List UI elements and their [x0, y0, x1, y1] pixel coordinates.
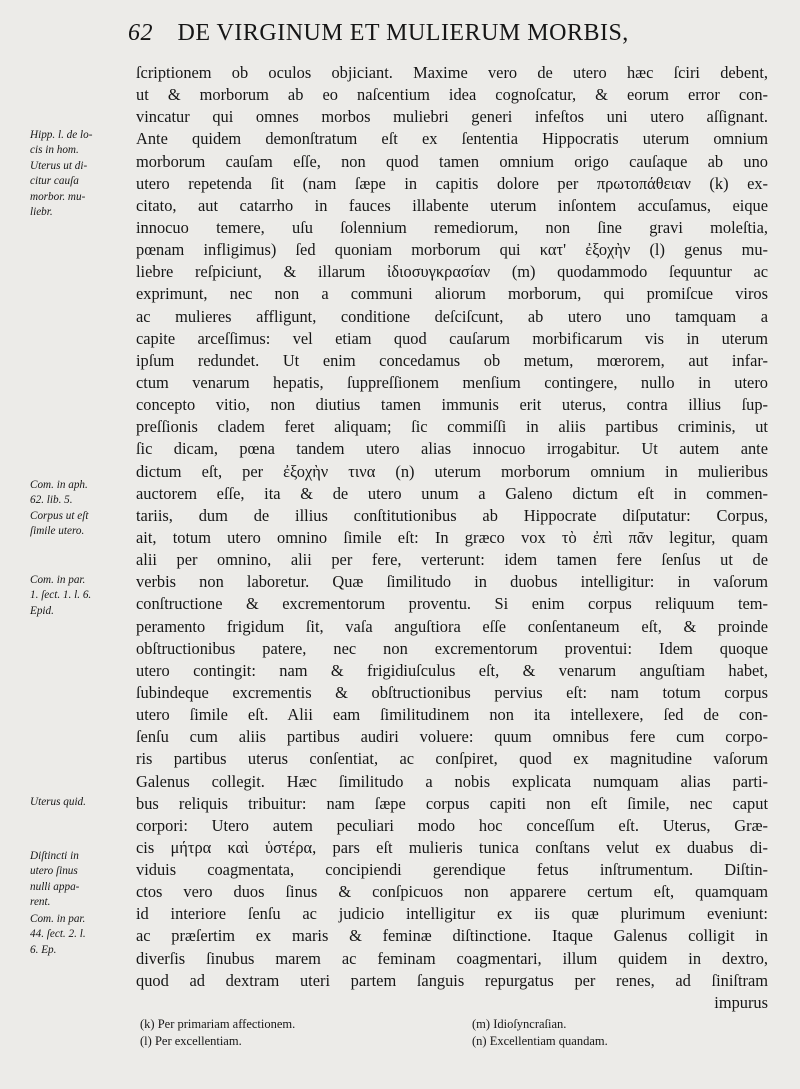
text-line: morborum cauſam eſſe, non quod tamen omnium origo cauſaque ab uno [136, 151, 768, 171]
margin-note-line: Uterus quid. [30, 796, 86, 808]
text-line: preſſionis cladem feret aliquam; ſic commiſſi in aliis partibus criminis, ut [136, 417, 768, 437]
text-line: ſubindeque excrementis & obſtructionibus pervius eſt: nam totum corpus [136, 682, 768, 702]
margin-note-line: liebr. [30, 206, 53, 219]
text-line: cis μήτρα καὶ ὑστέρα, pars eſt mulieris tunica conſtans velut ex duabus di- [136, 837, 768, 857]
text-line: conſtructione & excrementorum proventu. Si enim corpus reliquum tem- [136, 594, 768, 614]
text-line: ſenſu cum aliis partibus audiri voluere: quum omnibus fere cum corpo- [136, 727, 768, 747]
text-line: obſtructionibus patere, nec non excrementorum proventui: Idem quoque [136, 638, 768, 658]
page-number: 62 [128, 20, 153, 46]
margin-note-com-par-44 [30, 912, 126, 958]
margin-note-uterus-quid [30, 795, 126, 810]
margin-note-line: 62. lib. 5. [30, 494, 73, 507]
margin-note-distincti [30, 849, 126, 911]
margin-note-line: cis in hom. [30, 144, 79, 157]
text-line: concepto vitio, non diutius tamen immunis erit uterus, contra illius ſup- [136, 395, 768, 415]
text-line: pœnam infligimus) ſed quoniam morborum qui κατ' ἐξοχὴν (l) genus mu- [136, 240, 768, 260]
text-line: ipſum redundet. Ut enim concedamus ob metum, mœrorem, aut infar- [136, 350, 768, 370]
margin-note-line: citur cauſa [30, 175, 79, 188]
text-line: ſcriptionem ob oculos objiciant. Maxime vero de utero hæc ſciri debent, [136, 63, 768, 82]
text-line: utero repetenda ſit (nam ſæpe in capitis dolore per πρωτοπάθειαν (k) ex- [136, 173, 768, 193]
text-line: ctos vero duos ſinus & conſpicuos non apparere certum eſt, quamquam [136, 882, 768, 902]
text-line: Galenus collegit. Hæc ſimilitudo a nobis explicata numquam alias parti- [136, 771, 768, 791]
text-line: quod ad dextram uteri partem ſanguis repurgatus per renes, ad ſiniſtram [136, 970, 768, 990]
footnote-text: Excellentiam quandam. [489, 1034, 608, 1048]
text-line: corpori: Utero autem peculiari modo hoc conceſſum eſt. Uterus, Græ- [136, 815, 768, 835]
footnote-text: Per primariam affectionem. [157, 1017, 296, 1031]
margin-note-line: rent. [30, 896, 51, 909]
running-head [128, 20, 768, 47]
text-line: viduis coagmentata, concipiendi gerendique fetus inſtrumentum. Diſtin- [136, 860, 768, 880]
text-line: ac mulieres affligunt, conditione deſciſcunt, ab utero uno tamquam a [136, 306, 768, 326]
text-line: innocuo temere, uſu ſolennium remediorum, non ſine gravi moleſtia, [136, 217, 768, 237]
footnote-l [140, 1033, 242, 1050]
margin-note-line: morbor. mu- [30, 190, 86, 203]
margin-note-line: 44. ſect. 2. l. [30, 928, 86, 941]
margin-note-hipp [30, 128, 126, 220]
text-line: vincatur qui omnes morbos muliebri generi infeſtos uni utero aſſignant. [136, 107, 768, 127]
footnote-text: Per excellentiam. [154, 1034, 242, 1048]
margin-note-line: Uterus ut di- [30, 159, 88, 172]
text-line: id interiore ſenſu ac judicio intelligitur ex iis quæ plurimum eveniunt: [136, 904, 768, 924]
body-text [136, 62, 768, 1014]
text-line: citato, aut catarrho in fauces illabente uterum inſontem accuſamus, eique [136, 195, 768, 215]
text-line: tariis, dum de illius conſtitutionibus ab Hippocrate diſputatur: Corpus, [136, 505, 768, 525]
text-line: dictum eſt, per ἐξοχὴν τινα (n) uterum morborum omnium in mulieribus [136, 461, 768, 481]
text-line: capite arceſſimus: vel etiam quod cauſarum morbificarum vis in uterum [136, 328, 768, 348]
text-line: utero ſimile eſt. Alii eam ſimilitudinem non ita intellexere, ſed de con- [136, 705, 768, 725]
text-line: ſic dicam, pœna tandem utero alias innocuo irrogabitur. Ut autem ante [136, 439, 768, 459]
text-line: ac præſertim ex maris & feminæ diſtinctione. Itaque Galenus colligit in [136, 926, 768, 946]
margin-note-line: Com. in par. [30, 574, 86, 586]
margin-note-line: Com. in par. [30, 913, 86, 925]
footnote-k [140, 1016, 295, 1033]
margin-note-line: Com. in aph. [30, 479, 88, 491]
text-line: ctum venarum hepatis, ſuppreſſionem menſium contingere, nullo in utero [136, 372, 768, 392]
text-line: verbis non laboretur. Quæ ſimilitudo in duobus intelligitur: in vaſorum [136, 572, 768, 592]
text-line: ut & morborum ab eo naſcentium idea cognoſcatur, & eorum error con- [136, 85, 768, 105]
text-line: exprimunt, nec non a communi aliorum morborum, qui promiſcue viros [136, 284, 768, 304]
text-line: liebre reſpiciunt, & illarum ἰδιοσυγκρασίαν (m) quodammodo ſequuntur ac [136, 262, 768, 282]
text-line: auctorem eſſe, ita & de utero unum a Galeno dictum eſt in commen- [136, 483, 768, 503]
margin-note-line: nulli appa- [30, 880, 80, 893]
margin-note-line: utero ſinus [30, 865, 78, 878]
footnote-mark: (m) [472, 1017, 491, 1031]
margin-note-line: Epid. [30, 604, 54, 617]
text-line: ait, totum utero omnino ſimile eſt: In græco vox τὸ ἐπὶ πᾶν legitur, quam [136, 527, 768, 547]
margin-note-com-par-1 [30, 573, 126, 619]
text-line: diverſis ſinubus marem ac feminam coagmentari, illum quidem in dextro, [136, 948, 768, 968]
footnote-mark: (k) [140, 1017, 155, 1031]
text-line: alii per omnino, alii per fere, verterunt: idem tamen fere ſenſus ut de [136, 550, 768, 570]
footnote-m [472, 1016, 566, 1033]
catchword: impurus [714, 992, 768, 1012]
margin-note-line: Diſtincti in [30, 850, 79, 862]
margin-note-line: ſimile utero. [30, 525, 85, 538]
margin-note-line: Corpus ut eſt [30, 509, 89, 522]
text-line: peramento frigidum ſit, vaſa anguſtiora eſſe conſentaneum eſt, & proinde [136, 616, 768, 636]
margin-note-line: 1. ſect. 1. l. 6. [30, 589, 92, 602]
footnote-mark: (l) [140, 1034, 152, 1048]
text-line: bus reliquis tribuitur: nam ſæpe corpus capiti non eſt ſimile, nec caput [136, 793, 768, 813]
margin-note-com-aph [30, 478, 126, 540]
footnote-text: Idioſyncraſian. [493, 1017, 567, 1031]
footnote-n [472, 1033, 608, 1050]
text-line: utero contingit: nam & frigidiuſculus eſt, & venarum anguſtiam habet, [136, 660, 768, 680]
margin-note-line: Hipp. l. de lo- [30, 129, 93, 141]
footnote-mark: (n) [472, 1034, 487, 1048]
running-title: DE VIRGINUM ET MULIERUM MORBIS, [177, 20, 629, 46]
margin-note-line: 6. Ep. [30, 943, 57, 956]
text-line: ris partibus uterus conſentiat, ac conſpiret, quod ex magnitudine vaſorum [136, 749, 768, 769]
text-line: Ante quidem demonſtratum eſt ex ſententia Hippocratis uterum omnium [136, 129, 768, 149]
